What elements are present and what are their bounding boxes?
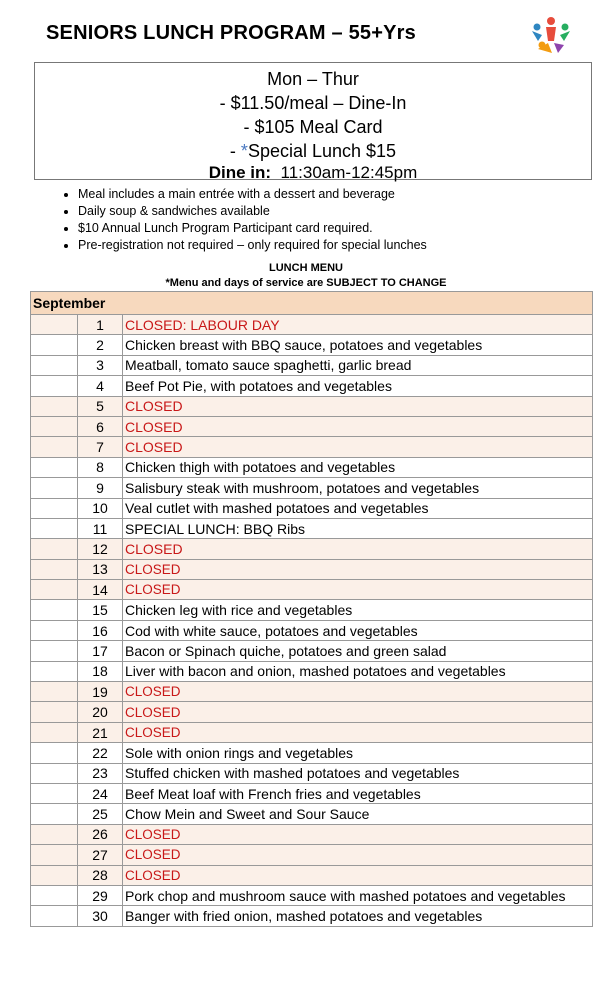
- asterisk-marker: *: [240, 141, 248, 161]
- blank-cell: [31, 682, 78, 702]
- table-row: [31, 335, 593, 355]
- table-row: [31, 845, 593, 865]
- blank-cell: [31, 498, 78, 518]
- table-row: [31, 376, 593, 396]
- meal-description: Chicken leg with rice and vegetables: [123, 600, 593, 620]
- day-number: 23: [78, 763, 123, 783]
- meal-description: Sole with onion rings and vegetables: [123, 743, 593, 763]
- blank-cell: [31, 845, 78, 865]
- blank-cell: [31, 865, 78, 885]
- closed-label: CLOSED: [123, 722, 593, 742]
- table-row: [31, 804, 593, 824]
- day-number: 21: [78, 722, 123, 742]
- closed-label: CLOSED: [123, 845, 593, 865]
- table-row: [31, 763, 593, 783]
- day-number: 16: [78, 620, 123, 640]
- meal-description: Beef Pot Pie, with potatoes and vegetables: [123, 376, 593, 396]
- meal-description: Cod with white sauce, potatoes and vegetables: [123, 620, 593, 640]
- day-number: 30: [78, 906, 123, 926]
- menu-heading: LUNCH MENU: [269, 262, 343, 274]
- day-number: 5: [78, 396, 123, 416]
- closed-label: CLOSED: [123, 437, 593, 457]
- meal-description: Pork chop and mushroom sauce with mashed potatoes and vegetables: [123, 885, 593, 905]
- table-row: [31, 355, 593, 375]
- day-number: 29: [78, 885, 123, 905]
- table-row: [31, 539, 593, 559]
- table-row: [31, 457, 593, 477]
- blank-cell: [31, 580, 78, 600]
- table-row: [31, 580, 593, 600]
- blank-cell: [31, 783, 78, 803]
- lunch-menu-table: [30, 291, 593, 927]
- closed-label: CLOSED: [123, 824, 593, 844]
- list-item: • $10 Annual Lunch Program Participant card required.: [78, 220, 427, 237]
- meal-description: Chicken thigh with potatoes and vegetables: [123, 457, 593, 477]
- table-row: [31, 315, 593, 335]
- blank-cell: [31, 559, 78, 579]
- blank-cell: [31, 518, 78, 538]
- meal-description: Chicken breast with BBQ sauce, potatoes and vegetables: [123, 335, 593, 355]
- blank-cell: [31, 824, 78, 844]
- day-number: 24: [78, 783, 123, 803]
- blank-cell: [31, 763, 78, 783]
- day-number: 15: [78, 600, 123, 620]
- day-number: 13: [78, 559, 123, 579]
- closed-label: CLOSED: [123, 702, 593, 722]
- blank-cell: [31, 376, 78, 396]
- table-row: [31, 885, 593, 905]
- special-lunch-price: [35, 141, 591, 162]
- table-row: [31, 682, 593, 702]
- day-number: 12: [78, 539, 123, 559]
- meal-description: Banger with fried onion, mashed potatoes and vegetables: [123, 906, 593, 926]
- meal-description: Veal cutlet with mashed potatoes and vegetables: [123, 498, 593, 518]
- table-row: [31, 661, 593, 681]
- people-logo-icon: [528, 15, 574, 55]
- list-item: • Pre-registration not required – only required for special lunches: [78, 237, 427, 254]
- meal-description: Meatball, tomato sauce spaghetti, garlic bread: [123, 355, 593, 375]
- table-row: [31, 722, 593, 742]
- month-header-row: [31, 292, 593, 315]
- day-number: 8: [78, 457, 123, 477]
- table-row: [31, 743, 593, 763]
- special-text: Special Lunch $15: [247, 141, 397, 161]
- day-number: 26: [78, 824, 123, 844]
- special-prefix: -: [229, 141, 241, 161]
- page-title: SENIORS LUNCH PROGRAM – 55+Yrs: [46, 22, 416, 44]
- blank-cell: [31, 804, 78, 824]
- dine-in-hours: [35, 163, 591, 183]
- blank-cell: [31, 539, 78, 559]
- table-row: [31, 498, 593, 518]
- table-row: [31, 702, 593, 722]
- blank-cell: [31, 641, 78, 661]
- blank-cell: [31, 600, 78, 620]
- menu-disclaimer: *Menu and days of service are SUBJECT TO CHANGE: [165, 277, 447, 289]
- table-row: [31, 865, 593, 885]
- blank-cell: [31, 906, 78, 926]
- table-row: [31, 824, 593, 844]
- table-row: [31, 641, 593, 661]
- table-row: [31, 416, 593, 436]
- day-number: 4: [78, 376, 123, 396]
- day-number: 19: [78, 682, 123, 702]
- blank-cell: [31, 437, 78, 457]
- day-number: 9: [78, 478, 123, 498]
- closed-label: CLOSED: [123, 865, 593, 885]
- table-row: [31, 906, 593, 926]
- blank-cell: [31, 885, 78, 905]
- blank-cell: [31, 722, 78, 742]
- table-row: [31, 559, 593, 579]
- blank-cell: [31, 702, 78, 722]
- day-number: 14: [78, 580, 123, 600]
- day-number: 11: [78, 518, 123, 538]
- month-label: September: [31, 292, 593, 315]
- closed-label: CLOSED: [123, 396, 593, 416]
- table-row: [31, 518, 593, 538]
- blank-cell: [31, 315, 78, 335]
- dine-in-price: - $11.50/meal – Dine-In: [219, 93, 407, 113]
- day-number: 1: [78, 315, 123, 335]
- day-number: 2: [78, 335, 123, 355]
- meal-description: Stuffed chicken with mashed potatoes and vegetables: [123, 763, 593, 783]
- table-row: [31, 396, 593, 416]
- table-row: [31, 478, 593, 498]
- list-item: • Meal includes a main entrée with a dessert and beverage: [78, 186, 427, 203]
- closed-label: CLOSED: [123, 682, 593, 702]
- blank-cell: [31, 743, 78, 763]
- day-number: 22: [78, 743, 123, 763]
- day-number: 7: [78, 437, 123, 457]
- closed-label: CLOSED: LABOUR DAY: [123, 315, 593, 335]
- day-number: 20: [78, 702, 123, 722]
- blank-cell: [31, 457, 78, 477]
- closed-label: CLOSED: [123, 416, 593, 436]
- day-number: 27: [78, 845, 123, 865]
- meal-description: Salisbury steak with mushroom, potatoes and vegetables: [123, 478, 593, 498]
- closed-label: CLOSED: [123, 539, 593, 559]
- meal-description: SPECIAL LUNCH: BBQ Ribs: [123, 518, 593, 538]
- blank-cell: [31, 355, 78, 375]
- table-row: [31, 620, 593, 640]
- blank-cell: [31, 478, 78, 498]
- meal-card-price: - $105 Meal Card: [243, 117, 383, 137]
- day-number: 18: [78, 661, 123, 681]
- table-row: [31, 783, 593, 803]
- meal-description: Chow Mein and Sweet and Sour Sauce: [123, 804, 593, 824]
- closed-label: CLOSED: [123, 559, 593, 579]
- blank-cell: [31, 396, 78, 416]
- meal-description: Liver with bacon and onion, mashed potatoes and vegetables: [123, 661, 593, 681]
- day-number: 3: [78, 355, 123, 375]
- list-item: • Daily soup & sandwiches available: [78, 203, 427, 220]
- day-number: 17: [78, 641, 123, 661]
- table-row: [31, 600, 593, 620]
- program-info-box: [34, 62, 592, 180]
- day-number: 6: [78, 416, 123, 436]
- blank-cell: [31, 661, 78, 681]
- day-number: 28: [78, 865, 123, 885]
- table-row: [31, 437, 593, 457]
- day-number: 25: [78, 804, 123, 824]
- dine-in-label: Dine in:: [208, 163, 272, 182]
- meal-description: Bacon or Spinach quiche, potatoes and green salad: [123, 641, 593, 661]
- blank-cell: [31, 620, 78, 640]
- service-days: Mon – Thur: [267, 69, 359, 89]
- dine-in-time: 11:30am-12:45pm: [280, 163, 418, 182]
- blank-cell: [31, 416, 78, 436]
- closed-label: CLOSED: [123, 580, 593, 600]
- meal-description: Beef Meat loaf with French fries and vegetables: [123, 783, 593, 803]
- day-number: 10: [78, 498, 123, 518]
- program-notes-list: [58, 186, 427, 254]
- blank-cell: [31, 335, 78, 355]
